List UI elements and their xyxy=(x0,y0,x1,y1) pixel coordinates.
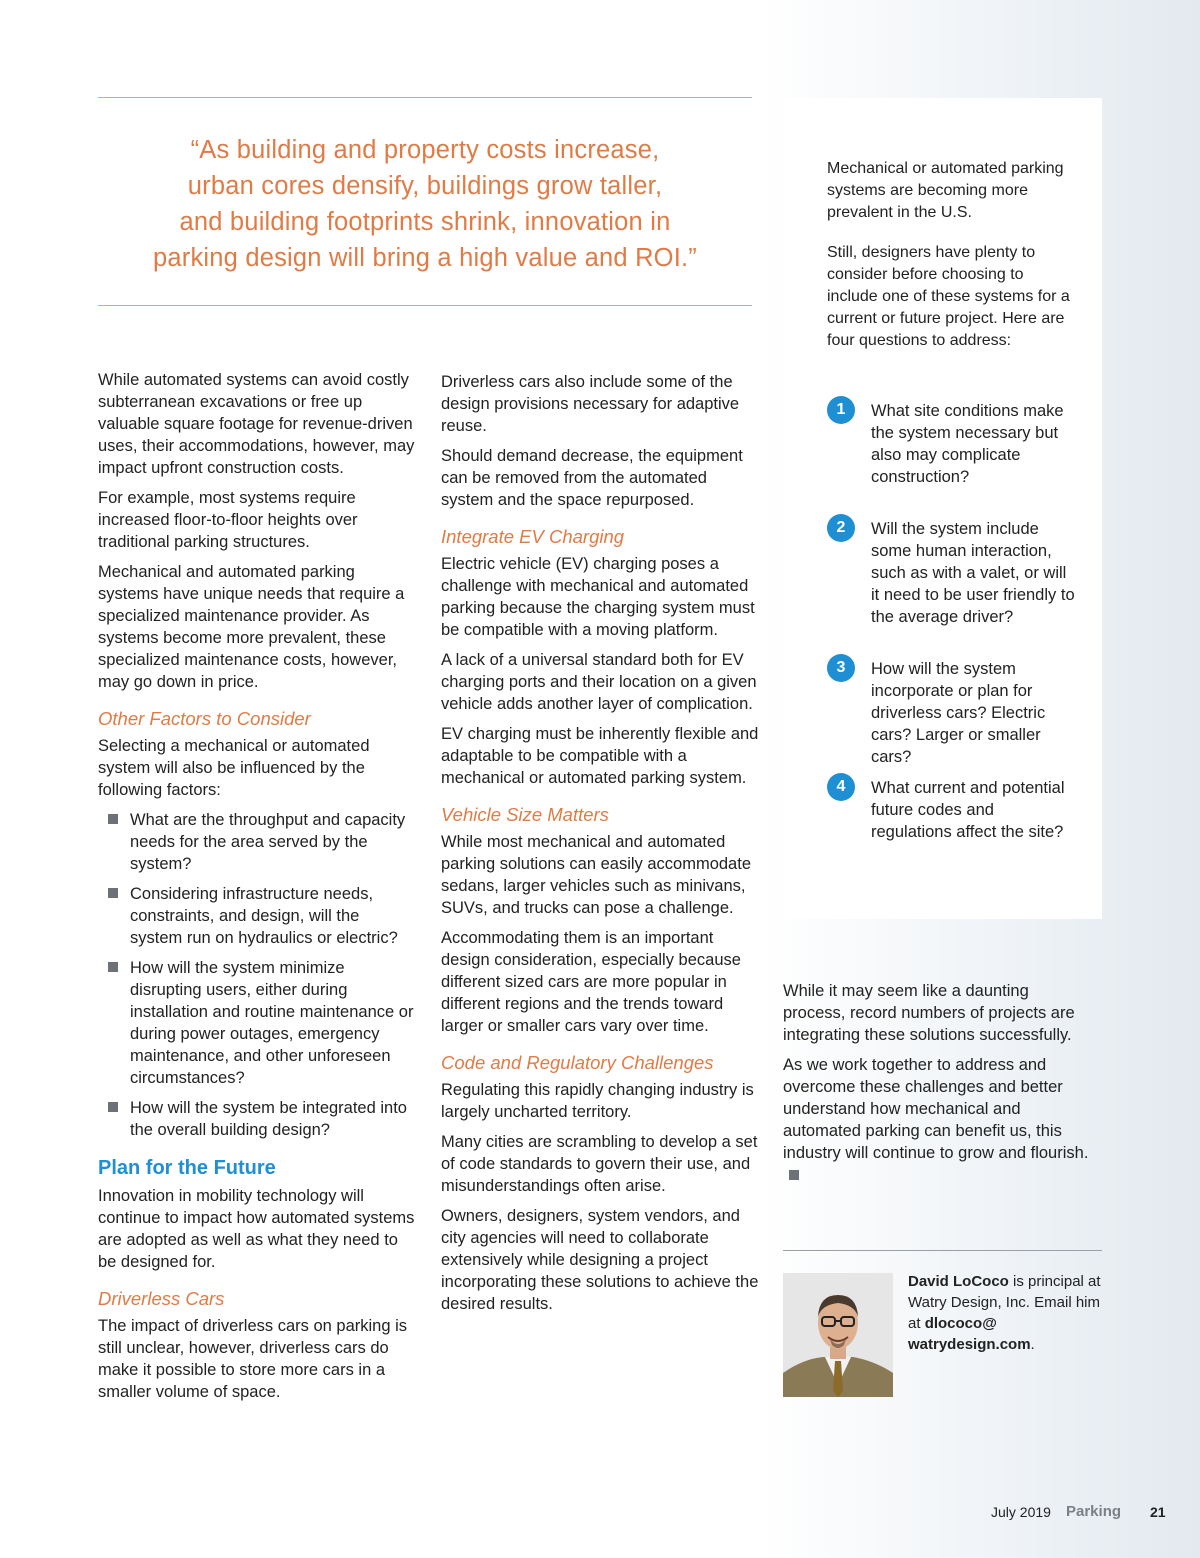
body-paragraph: Mechanical and automated parking systems have unique needs that require a specialized maintenance provider. As systems become more prevalent, these specialized maintenance costs, however, may go down in price. xyxy=(98,563,405,691)
author-email-part: watrydesign.com xyxy=(908,1336,1031,1353)
pull-quote-line: and building footprints shrink, innovation in xyxy=(179,208,671,236)
pull-quote xyxy=(98,132,752,276)
article-column-1 xyxy=(98,369,416,1411)
number-circle-icon: 4 xyxy=(827,773,855,801)
sidebar-intro-paragraph: Mechanical or automated parking systems are becoming more prevalent in the U.S. xyxy=(827,160,1064,221)
author-divider xyxy=(783,1250,1102,1251)
list-item xyxy=(98,883,416,949)
author-photo xyxy=(783,1273,893,1397)
sidebar-intro xyxy=(827,158,1077,370)
body-paragraph: While most mechanical and automated parking solutions can easily accommodate sedans, larger vehicles such as minivans, SUVs, and trucks can pose a challenge. xyxy=(441,833,751,917)
body-paragraph: Driverless cars also include some of the design provisions necessary for adaptive reuse. xyxy=(441,373,740,435)
body-paragraph: A lack of a universal standard both for EV charging ports and their location on a given vehicle adds another layer of complication. xyxy=(441,651,757,713)
body-paragraph xyxy=(783,1054,1093,1186)
article-column-3 xyxy=(783,980,1093,1194)
sidebar-question-4 xyxy=(827,777,1077,843)
sidebar-question-2 xyxy=(827,518,1077,628)
subheading-driverless-cars: Driverless Cars xyxy=(98,1288,225,1309)
body-paragraph: While it may seem like a daunting process, record numbers of projects are integrating these solutions successfully. xyxy=(783,982,1075,1044)
author-email-prefix: Email him at xyxy=(908,1294,1101,1332)
body-paragraph: For example, most systems require increased floor-to-floor heights over traditional parking structures. xyxy=(98,489,358,551)
factors-list xyxy=(98,809,416,1141)
number-circle-icon: 3 xyxy=(827,654,855,682)
pull-quote-line: parking design will bring a high value and ROI.” xyxy=(153,244,697,272)
author-name: David LoCoco xyxy=(908,1273,1009,1290)
body-paragraph: Should demand decrease, the equipment can be removed from the automated system and the space repurposed. xyxy=(441,447,743,509)
author-email-suffix: . xyxy=(1030,1336,1035,1353)
pull-quote-line: urban cores densify, buildings grow taller, xyxy=(187,172,663,200)
footer-date: July 2019 xyxy=(991,1504,1051,1520)
footer-magazine-name: Parking xyxy=(1066,1503,1122,1520)
list-item xyxy=(98,1097,416,1141)
body-paragraph: Many cities are scrambling to develop a set of code standards to govern their use, and misunderstandings often arise. xyxy=(441,1133,758,1195)
subheading-vehicle-size: Vehicle Size Matters xyxy=(441,804,609,825)
question-text: What site conditions make the system necessary but also may complicate construction? xyxy=(871,402,1064,486)
number-circle-icon: 2 xyxy=(827,514,855,542)
pull-quote-line: “As building and property costs increase, xyxy=(190,136,660,164)
article-column-2 xyxy=(441,371,761,1323)
list-item xyxy=(98,809,416,875)
subheading-code-regulatory: Code and Regulatory Challenges xyxy=(441,1052,714,1073)
body-paragraph: Innovation in mobility technology will continue to impact how automated systems are adopted as well as what they need to be designed for. xyxy=(98,1187,415,1271)
question-text: How will the system incorporate or plan for driverless cars? Electric cars? Larger or smaller cars? xyxy=(871,660,1046,766)
body-paragraph: Selecting a mechanical or automated system will also be influenced by the following factors: xyxy=(98,737,370,799)
pull-quote-top-rule xyxy=(98,97,752,98)
body-paragraph: Electric vehicle (EV) charging poses a challenge with mechanical and automated parking because the charging system must be compatible with a moving platform. xyxy=(441,555,755,639)
subheading-other-factors: Other Factors to Consider xyxy=(98,708,311,729)
number-circle-icon: 1 xyxy=(827,396,855,424)
section-heading-plan-future: Plan for the Future xyxy=(98,1157,276,1179)
author-bio xyxy=(908,1271,1108,1355)
sidebar-question-3 xyxy=(827,658,1077,768)
body-paragraph: Regulating this rapidly changing industry is largely uncharted territory. xyxy=(441,1081,754,1121)
body-paragraph: Accommodating them is an important design consideration, especially because different sized cars are more popular in different regions and the trends toward larger or smaller cars vary over time. xyxy=(441,929,741,1035)
page-number: 21 xyxy=(1150,1504,1166,1520)
sidebar-question-1 xyxy=(827,400,1077,488)
end-square-icon xyxy=(789,1170,799,1180)
square-bullet-icon xyxy=(108,814,118,824)
square-bullet-icon xyxy=(108,888,118,898)
square-bullet-icon xyxy=(108,1102,118,1112)
body-paragraph: While automated systems can avoid costly subterranean excavations or free up valuable square footage for revenue-driven uses, their accommodations, however, may impact upfront construction costs. xyxy=(98,371,415,477)
list-item xyxy=(98,957,416,1089)
closing-paragraph-text: As we work together to address and overcome these challenges and better understand how mechanical and automated parking can benefit us, this industry will continue to grow and flourish. xyxy=(783,1056,1089,1162)
list-item-text: How will the system minimize disrupting users, either during installation and routine maintenance or during power outages, emergency maintenance, and other unforeseen circumstances? xyxy=(130,959,414,1087)
body-paragraph: The impact of driverless cars on parking is still unclear, however, driverless cars do make it possible to store more cars in a smaller volume of space. xyxy=(98,1317,408,1401)
sidebar-intro-paragraph: Still, designers have plenty to consider before choosing to include one of these systems for a current or future project. Here are four questions to address: xyxy=(827,244,1070,349)
square-bullet-icon xyxy=(108,962,118,972)
question-text: What current and potential future codes and regulations affect the site? xyxy=(871,779,1065,841)
list-item-text: Considering infrastructure needs, constraints, and design, will the system run on hydraulics or electric? xyxy=(130,885,398,947)
list-item-text: How will the system be integrated into the overall building design? xyxy=(130,1099,407,1139)
body-paragraph: EV charging must be inherently flexible and adaptable to be compatible with a mechanical or automated parking system. xyxy=(441,725,759,787)
list-item-text: What are the throughput and capacity needs for the area served by the system? xyxy=(130,811,406,873)
subheading-ev-charging: Integrate EV Charging xyxy=(441,526,625,547)
author-email-part: dlococo@ xyxy=(924,1315,997,1332)
author-role: is principal at Watry Design, Inc. xyxy=(908,1273,1101,1311)
body-paragraph: Owners, designers, system vendors, and city agencies will need to collaborate extensively while designing a project incorporating these solutions to achieve the desired results. xyxy=(441,1207,759,1313)
pull-quote-bottom-rule xyxy=(98,305,752,306)
question-text: Will the system include some human interaction, such as with a valet, or will it need to be user friendly to the average driver? xyxy=(871,520,1075,626)
